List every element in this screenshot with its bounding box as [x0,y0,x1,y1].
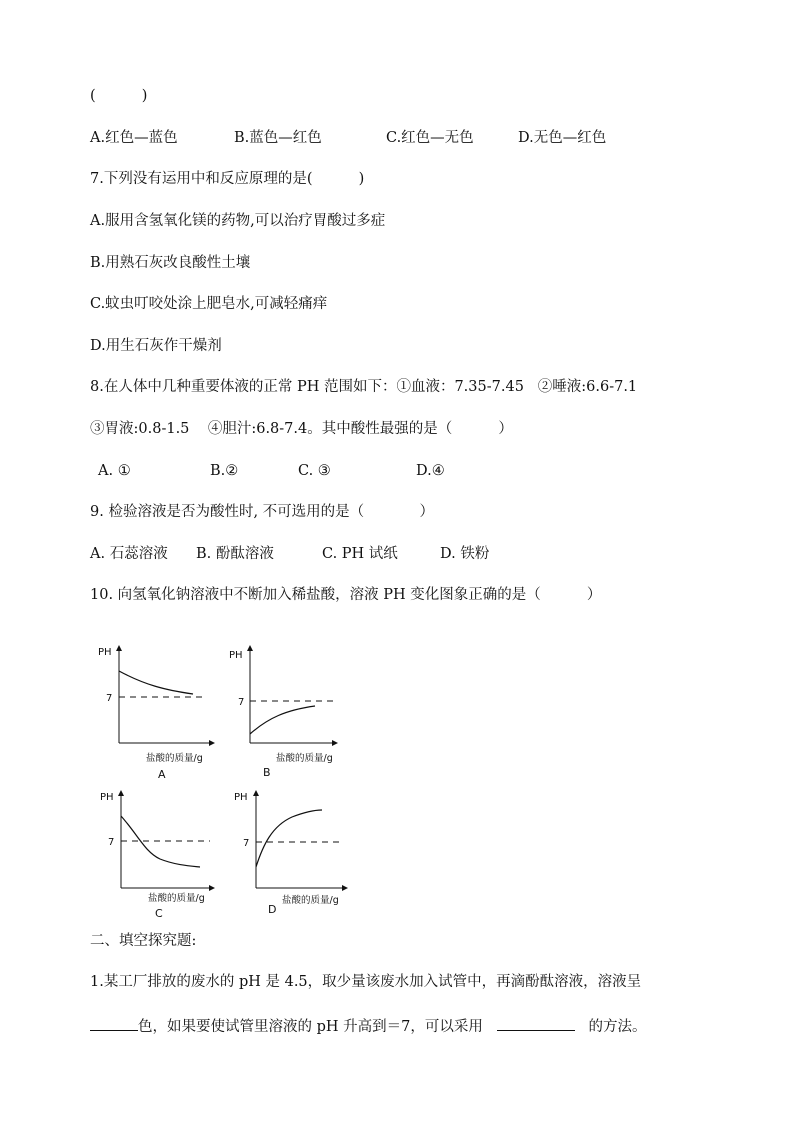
fill-blank-color[interactable] [90,1014,138,1031]
s2-q1-line1: 1.某工厂排放的废水的 pH 是 4.5，取少量该废水加入试管中，再滴酚酞溶液，溶液呈 [90,974,642,990]
graph-a-x-label: 盐酸的质量/g [146,753,203,764]
graph-c [100,792,212,920]
q8-option-d: D.④ [416,463,445,479]
graph-a-ref-label: 7 [106,693,113,704]
q9-option-d: D. 铁粉 [440,546,490,562]
graph-b-x-label: 盐酸的质量/g [276,753,333,764]
graph-c-x-label: 盐酸的质量/g [148,893,205,904]
q8-option-c: C. ③ [298,463,331,479]
s2-q1-line2 [90,1014,647,1037]
section2-title: 二、填空探究题: [90,933,197,949]
q6-option-b: B.蓝色—红色 [234,130,322,146]
q9-stem: 9. 检验溶液是否为酸性时, 不可选用的是（ ） [90,504,434,520]
graph-d [234,792,345,916]
graph-a [98,647,212,781]
graph-d-x-label: 盐酸的质量/g [282,895,339,906]
q6-option-c: C.红色—无色 [386,130,474,146]
graph-c-y-label: PH [100,792,114,803]
graph-c-letter: C [155,907,163,920]
graph-a-y-label: PH [98,647,112,658]
q7-option-a: A.服用含氢氧化镁的药物,可以治疗胃酸过多症 [90,213,386,229]
q8-stem-line1: 8.在人体中几种重要体液的正常 PH 范围如下：①血液：7.35-7.45 ②唾液:6.6-7.1 [90,379,638,395]
q9-option-c: C. PH 试纸 [322,546,398,562]
graph-a-letter: A [158,768,166,781]
graph-c-ref-label: 7 [108,837,115,848]
graph-d-letter: D [268,903,277,916]
ph-graphs-figure [0,630,794,930]
q10-stem: 10. 向氢氧化钠溶液中不断加入稀盐酸，溶液 PH 变化图象正确的是（ ） [90,587,602,603]
q6-option-a: A.红色—蓝色 [90,130,178,146]
q7-option-c: C.蚊虫叮咬处涂上肥皂水,可减轻痛痒 [90,296,328,312]
q7-option-b: B.用熟石灰改良酸性土壤 [90,255,251,271]
q8-option-b: B.② [210,463,239,479]
graph-b-y-label: PH [229,650,243,661]
q9-option-a: A. 石蕊溶液 [90,546,168,562]
fill-blank-method[interactable] [497,1014,575,1031]
q6-option-d: D.无色—红色 [518,130,607,146]
graph-b [229,648,335,779]
q9-option-b: B. 酚酞溶液 [196,546,274,562]
graph-d-y-label: PH [234,792,248,803]
q7-option-d: D.用生石灰作干燥剂 [90,338,222,354]
q7-stem: 7.下列没有运用中和反应原理的是( ) [90,171,365,187]
s2-q1-line2-part-b: 的方法。 [588,1019,647,1035]
s2-q1-line2-part-a: 色，如果要使试管里溶液的 pH 升高到＝7，可以采用 [138,1019,483,1035]
graph-b-ref-label: 7 [238,697,245,708]
q8-option-a: A. ① [98,463,131,479]
q6-answer-bracket: ( ) [90,88,148,104]
q8-stem-line2: ③胃液:0.8-1.5 ④胆汁:6.8-7.4。其中酸性最强的是（ ） [90,421,513,437]
graph-d-ref-label: 7 [243,838,250,849]
graph-b-letter: B [263,766,271,779]
